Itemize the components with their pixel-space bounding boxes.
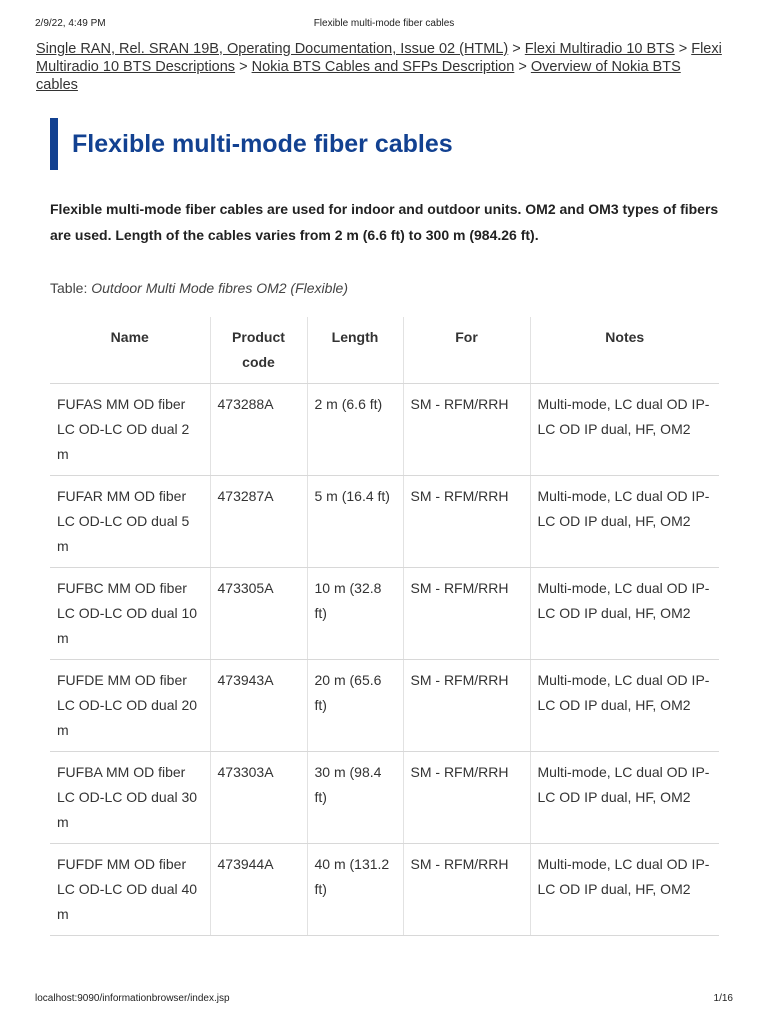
table-row — [50, 660, 719, 752]
table-caption-text: Outdoor Multi Mode fibres OM2 (Flexible) — [91, 280, 349, 296]
print-title: Flexible multi-mode fiber cables — [313, 18, 455, 29]
breadcrumb — [36, 40, 726, 94]
cell-length: 5 m (16.4 ft) — [307, 476, 403, 568]
table-caption-label: Table: — [50, 280, 92, 296]
cell-name: FUFBC MM OD fiber LC OD-LC OD dual 10 m — [50, 568, 210, 660]
cell-notes: Multi-mode, LC dual OD IP-LC OD IP dual, HF, OM2 — [530, 660, 719, 752]
cell-for: SM - RFM/RRH — [403, 384, 530, 476]
column-header-product-code: Product code — [210, 317, 307, 384]
column-header-name: Name — [50, 317, 210, 384]
breadcrumb-separator: > — [678, 41, 692, 57]
cell-product-code: 473303A — [210, 752, 307, 844]
cell-length: 2 m (6.6 ft) — [307, 384, 403, 476]
cell-name: FUFAS MM OD fiber LC OD-LC OD dual 2 m — [50, 384, 210, 476]
cell-name: FUFBA MM OD fiber LC OD-LC OD dual 30 m — [50, 752, 210, 844]
cell-product-code: 473943A — [210, 660, 307, 752]
cell-product-code: 473944A — [210, 844, 307, 936]
cell-for: SM - RFM/RRH — [403, 752, 530, 844]
column-header-notes: Notes — [530, 317, 719, 384]
cell-for: SM - RFM/RRH — [403, 844, 530, 936]
intro-paragraph: Flexible multi-mode fiber cables are used for indoor and outdoor units. OM2 and OM3 types of fibers are used. Length of the cables varies from 2 m (6.6 ft) to 300 m (984.26 ft). — [50, 201, 719, 243]
print-footer — [35, 993, 733, 1007]
cell-for: SM - RFM/RRH — [403, 660, 530, 752]
fiber-cables-table — [50, 317, 719, 936]
cell-notes: Multi-mode, LC dual OD IP-LC OD IP dual, HF, OM2 — [530, 568, 719, 660]
page-title: Flexible multi-mode fiber cables — [72, 129, 453, 158]
page-indicator: 1/16 — [713, 993, 733, 1004]
cell-for: SM - RFM/RRH — [403, 476, 530, 568]
cell-product-code: 473305A — [210, 568, 307, 660]
title-block — [50, 118, 453, 170]
print-datetime: 2/9/22, 4:49 PM — [35, 18, 106, 29]
cell-length: 30 m (98.4 ft) — [307, 752, 403, 844]
cell-notes: Multi-mode, LC dual OD IP-LC OD IP dual, HF, OM2 — [530, 384, 719, 476]
title-accent-bar — [50, 118, 58, 170]
column-header-for: For — [403, 317, 530, 384]
table-row — [50, 568, 719, 660]
cell-product-code: 473287A — [210, 476, 307, 568]
cell-notes: Multi-mode, LC dual OD IP-LC OD IP dual, HF, OM2 — [530, 752, 719, 844]
cell-product-code: 473288A — [210, 384, 307, 476]
breadcrumb-link-sran-docs[interactable]: Single RAN, Rel. SRAN 19B, Operating Documentation, Issue 02 (HTML) — [36, 41, 509, 57]
print-header — [35, 18, 733, 32]
cell-name: FUFDF MM OD fiber LC OD-LC OD dual 40 m — [50, 844, 210, 936]
cell-for: SM - RFM/RRH — [403, 568, 530, 660]
cell-name: FUFDE MM OD fiber LC OD-LC OD dual 20 m — [50, 660, 210, 752]
table-row — [50, 476, 719, 568]
breadcrumb-link-bts-descriptions[interactable]: Flexi Multiradio 10 BTS Descriptions — [36, 41, 722, 75]
breadcrumb-link-cables-sfps[interactable]: Nokia BTS Cables and SFPs Description — [251, 59, 515, 75]
column-header-length: Length — [307, 317, 403, 384]
table-caption — [50, 280, 348, 296]
table-header-row — [50, 317, 719, 384]
cell-notes: Multi-mode, LC dual OD IP-LC OD IP dual, HF, OM2 — [530, 844, 719, 936]
breadcrumb-separator: > — [239, 59, 252, 75]
cell-length: 20 m (65.6 ft) — [307, 660, 403, 752]
print-url: localhost:9090/informationbrowser/index.jsp — [35, 993, 230, 1004]
table-row — [50, 752, 719, 844]
breadcrumb-separator: > — [512, 41, 525, 57]
table-row — [50, 384, 719, 476]
cell-notes: Multi-mode, LC dual OD IP-LC OD IP dual, HF, OM2 — [530, 476, 719, 568]
breadcrumb-link-overview-cables[interactable]: Overview of Nokia BTS cables — [36, 59, 681, 93]
table-row — [50, 844, 719, 936]
cell-length: 40 m (131.2 ft) — [307, 844, 403, 936]
breadcrumb-separator: > — [518, 59, 531, 75]
breadcrumb-link-flexi-multiradio[interactable]: Flexi Multiradio 10 BTS — [524, 41, 675, 57]
cell-name: FUFAR MM OD fiber LC OD-LC OD dual 5 m — [50, 476, 210, 568]
cell-length: 10 m (32.8 ft) — [307, 568, 403, 660]
